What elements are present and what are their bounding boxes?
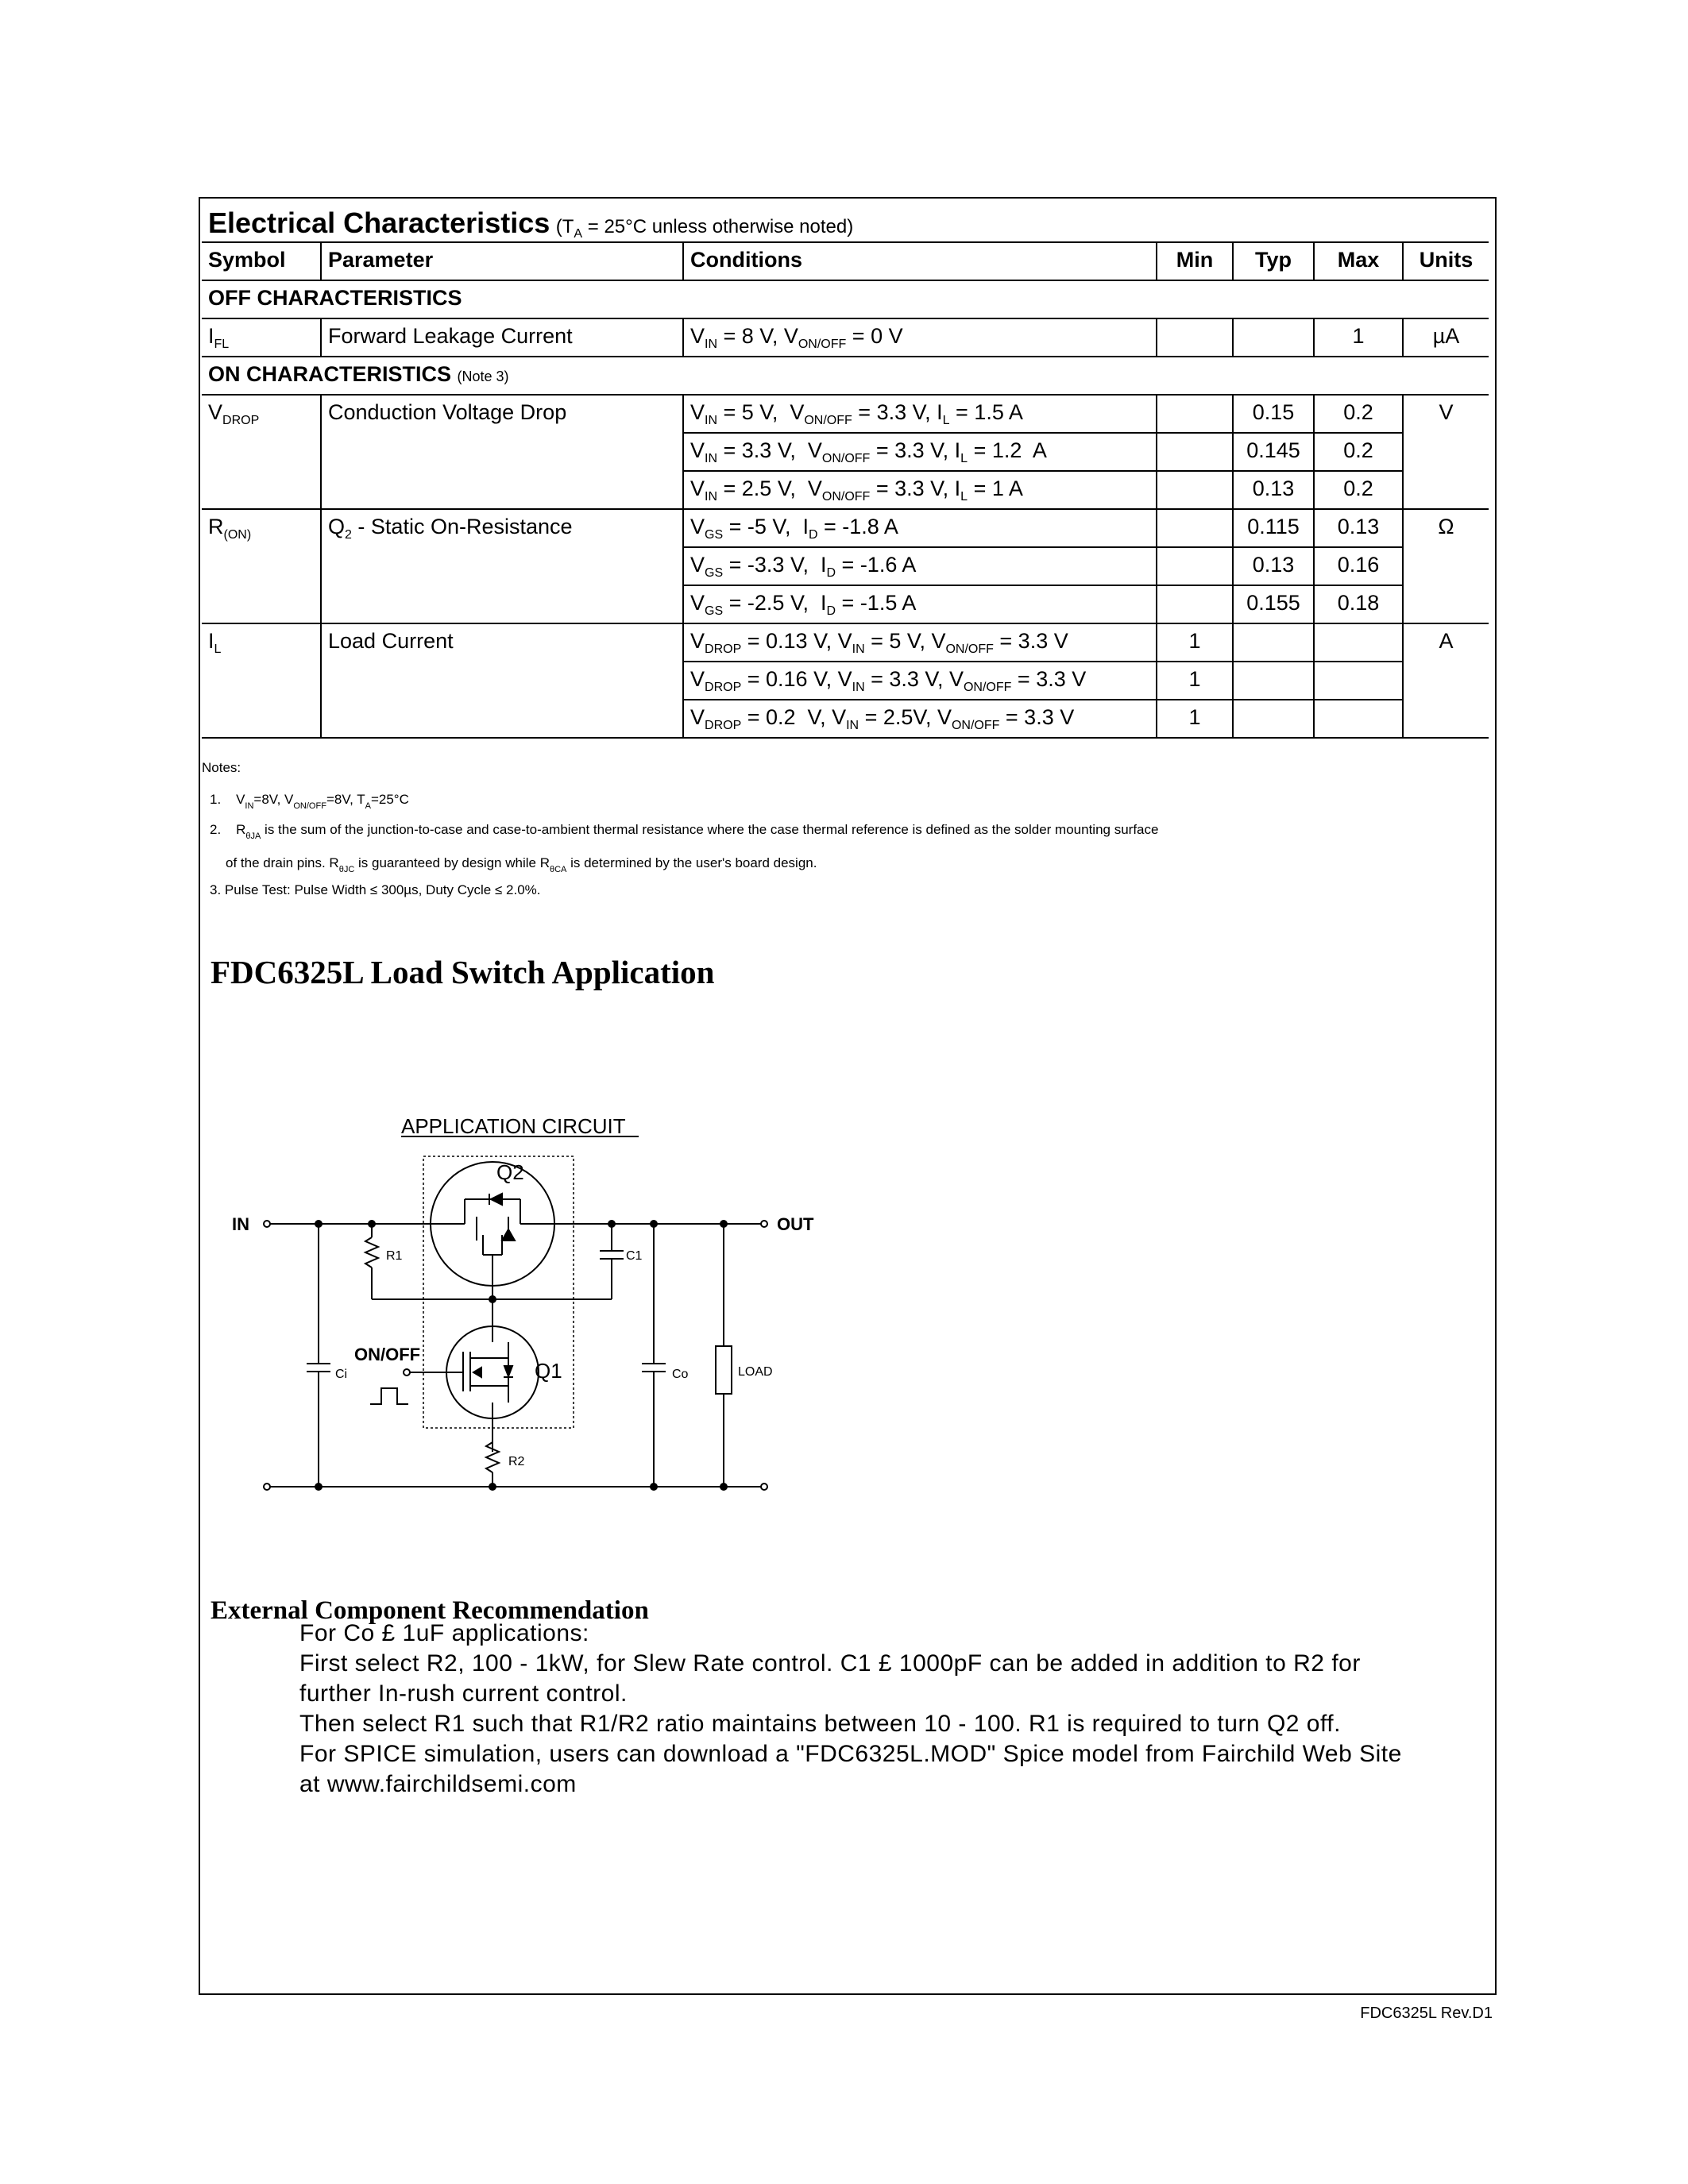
table-row: $V_{DROP} = 0.16$ V, $V_{IN} = 3.3$ V, $V_{ON/OFF} = 3.3$ V 1: [202, 662, 1489, 700]
q2-label: Q2: [496, 1160, 524, 1184]
table-row: $V_{DROP} = 0.2$ V, $V_{IN} = 2.5V$, $V_{ON/OFF} = 3.3$ V 1: [202, 700, 1489, 738]
table-row: $V_{GS} = -3.3$ V, $I_D = -1.6$ A 0.13 0.16: [202, 547, 1489, 585]
table-row: $V_{DROP}$ Conduction Voltage Drop $V_{IN} = 5$ V, $V_{ON/OFF} = 3.3$ V, $I_L = 1.5$ A 0.15 0.2 V: [202, 395, 1489, 433]
table-row: $V_{GS} = -2.5$ V, $I_D = -1.5$ A 0.155 0.18: [202, 585, 1489, 623]
r1-label: R1: [386, 1249, 403, 1263]
c1-label: C1: [626, 1249, 643, 1263]
application-heading: FDC6325L Load Switch Application: [211, 954, 715, 990]
table-row: $V_{IN} = 2.5$ V, $V_{ON/OFF} = 3.3$ V, $I_L = 1$ A 0.13 0.2: [202, 471, 1489, 509]
table-header-row: Symbol Parameter Conditions Min Typ Max Units: [202, 242, 1489, 280]
ci-label: Ci: [335, 1368, 348, 1381]
q1-label: Q1: [535, 1359, 562, 1383]
note-2: 2. $R_{\theta JA}$ is the sum of the junction-to-case and case-to-ambient thermal resistance where the case thermal reference is defined as the solder mounting surface: [210, 822, 1159, 841]
recommendation-line: For Co £ 1uF applications:: [299, 1620, 589, 1646]
load-label: LOAD: [738, 1365, 773, 1379]
table-title: Electrical Characteristics ($T_A = 25^\circ C$ unless otherwise noted): [202, 202, 1489, 242]
recommendation-line: further In-rush current control.: [299, 1680, 628, 1707]
recommendation-line: For SPICE simulation, users can download a "FDC6325L.MOD" Spice model from Fairchild Web Site: [299, 1741, 1402, 1767]
recommendation-line: First select R2, 100 - 1kW, for Slew Rate control. C1 £ 1000pF can be added in addition to R2 for: [299, 1650, 1361, 1677]
onoff-label: ON/OFF: [354, 1345, 421, 1364]
out-label: OUT: [777, 1214, 814, 1234]
recommendation-line: at www.fairchildsemi.com: [299, 1771, 577, 1797]
circuit-title: APPLICATION CIRCUIT: [401, 1114, 626, 1138]
note-3: 3. Pulse Test: Pulse Width ≤ 300µs, Duty Cycle ≤ 2.0%.: [210, 882, 541, 897]
note-2-continued: of the drain pins. $R_{\theta JC}$ is guaranteed by design while $R_{\theta CA}$ is determined by the user's board design.: [226, 855, 817, 874]
notes-label: Notes:: [202, 760, 241, 775]
footer-revision: FDC6325L Rev.D1: [1360, 2005, 1493, 2022]
external-components-heading: External Component Recommendation: [211, 1596, 649, 1625]
recommendation-line: Then select R1 such that R1/R2 ratio maintains between 10 - 100. R1 is required to turn Q2 off.: [299, 1711, 1341, 1737]
note-1: 1. $V_{IN}=8V$, $V_{ON/OFF}=8V$, $T_A=25^\circ C$: [210, 792, 409, 811]
in-label: IN: [232, 1214, 249, 1234]
co-label: Co: [672, 1368, 689, 1381]
table-row: $I_{FL}$ Forward Leakage Current $V_{IN} = 8$ V, $V_{ON/OFF} = 0$ V 1 µA: [202, 318, 1489, 357]
r2-label: R2: [508, 1455, 525, 1468]
table-row: $V_{IN} = 3.3$ V, $V_{ON/OFF} = 3.3$ V, $I_L = 1.2$ A 0.145 0.2: [202, 433, 1489, 471]
table-row: $I_L$ Load Current $V_{DROP} = 0.13$ V, $V_{IN} = 5$ V, $V_{ON/OFF} = 3.3$ V 1 A: [202, 623, 1489, 662]
on-section-heading: ON CHARACTERISTICS (Note 3): [202, 357, 1489, 395]
off-section-heading: OFF CHARACTERISTICS: [202, 280, 1489, 318]
table-row: $R_{(ON)}$ $Q_2$ - Static On-Resistance $V_{GS} = -5$ V, $I_D = -1.8$ A 0.115 0.13 Ω: [202, 509, 1489, 547]
